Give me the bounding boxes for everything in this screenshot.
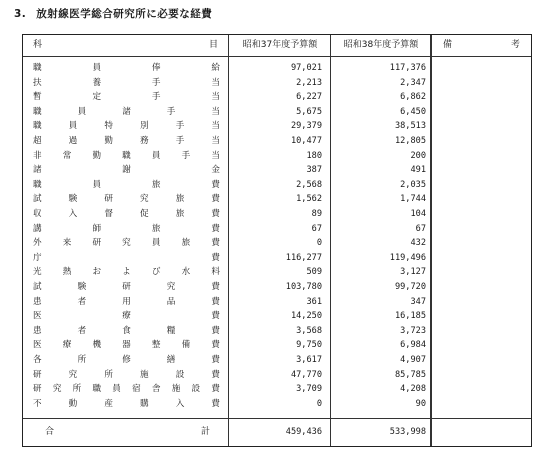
fy37-value: 0 [316, 398, 322, 409]
fy37-value: 3,709 [296, 384, 322, 395]
header-item-left: 科 [33, 40, 43, 50]
table-row [23, 179, 531, 192]
item-name: 職 員 俸 給 [33, 63, 220, 73]
header-fy38: 昭和38年度予算額 [343, 40, 419, 50]
header-divider [23, 56, 531, 57]
item-name: 外 来 研 究 員 旅 費 [33, 238, 220, 249]
fy38-value: 2,035 [400, 179, 426, 190]
item-name: 研 究 所 施 設 費 [33, 369, 220, 380]
table-row [23, 296, 531, 309]
item-name: 医 療 機 器 整 備 費 [33, 340, 220, 351]
fy38-value: 16,185 [394, 311, 426, 322]
item-name: 職 員 旅 費 [33, 179, 220, 190]
fy38-value: 12,805 [394, 136, 426, 146]
fy38-value: 3,127 [400, 267, 426, 278]
table-row [23, 135, 531, 148]
fy38-value: 4,208 [400, 384, 426, 395]
fy37-value: 14,250 [290, 311, 322, 322]
item-name: 超 過 勤 務 手 当 [33, 136, 220, 146]
fy37-value: 67 [311, 223, 322, 234]
table-row [23, 77, 531, 90]
table-row [23, 237, 531, 250]
fy38-value: 1,744 [400, 194, 426, 205]
fy38-value: 491 [410, 165, 426, 176]
fy37-value: 1,562 [296, 194, 322, 205]
item-name: 各 所 修 繕 費 [33, 355, 220, 365]
fy37-value: 29,379 [290, 121, 322, 132]
table-row [23, 223, 531, 236]
total-fy38: 533,998 [389, 427, 426, 437]
fy37-value: 361 [306, 296, 322, 307]
table-row [23, 398, 531, 411]
fy38-value: 99,720 [394, 282, 426, 292]
fy37-value: 6,227 [296, 92, 322, 103]
fy37-value: 0 [316, 238, 322, 249]
fy37-value: 89 [311, 209, 322, 219]
table-row [23, 252, 531, 265]
table-row [23, 91, 531, 104]
fy38-value: 6,450 [400, 106, 426, 117]
total-label-right: 計 [201, 427, 211, 437]
budget-table [22, 34, 532, 447]
table-row [23, 266, 531, 279]
fy38-value: 119,496 [389, 252, 426, 263]
page-title [14, 6, 212, 21]
fy38-value: 4,907 [400, 355, 426, 365]
table-row [23, 106, 531, 119]
fy37-value: 180 [306, 150, 322, 161]
table-row [23, 354, 531, 367]
fy38-value: 104 [410, 209, 426, 219]
table-row [23, 369, 531, 382]
table-row [23, 120, 531, 133]
item-name: 暫 定 手 当 [33, 92, 220, 103]
item-name: 諸 謝 金 [33, 165, 220, 176]
fy37-value: 3,568 [296, 325, 322, 336]
table-row [23, 150, 531, 163]
fy38-value: 6,984 [400, 340, 426, 351]
fy37-value: 2,568 [296, 179, 322, 190]
item-name: 研 究 所 職 員 宿 舎 施 設 費 [33, 384, 220, 395]
header-item-right: 目 [209, 40, 219, 50]
item-name: 職 員 特 別 手 当 [33, 121, 220, 132]
item-name: 医 療 費 [33, 311, 220, 322]
fy38-value: 67 [415, 223, 426, 234]
fy38-value: 117,376 [389, 63, 426, 73]
fy38-value: 347 [410, 296, 426, 307]
fy37-value: 97,021 [290, 63, 322, 73]
table-row [23, 310, 531, 323]
fy37-value: 509 [306, 267, 322, 278]
table-row [23, 339, 531, 352]
fy37-value: 2,213 [296, 77, 322, 88]
item-name: 収 入 督 促 旅 費 [33, 209, 220, 219]
fy37-value: 47,770 [290, 369, 322, 380]
fy37-value: 10,477 [290, 136, 322, 146]
fy37-value: 103,780 [285, 282, 322, 292]
fy38-value: 6,862 [400, 92, 426, 103]
item-name: 患 者 食 糧 費 [33, 325, 220, 336]
table-row [23, 62, 531, 75]
item-name: 患 者 用 品 費 [33, 296, 220, 307]
fy38-value: 38,513 [394, 121, 426, 132]
item-name: 試 験 研 究 費 [33, 282, 220, 292]
total-label-left: 合 [45, 427, 55, 437]
fy38-value: 3,723 [400, 325, 426, 336]
item-name: 講 師 旅 費 [33, 223, 220, 234]
item-name: 不 動 産 購 入 費 [33, 398, 220, 409]
section-title: 放射線医学総合研究所に必要な経費 [36, 8, 213, 20]
table-row [23, 325, 531, 338]
header-remarks-right: 考 [511, 40, 521, 50]
fy38-value: 2,347 [400, 77, 426, 88]
header-fy37: 昭和37年度予算額 [242, 40, 318, 50]
item-name: 光 熱 お よ び 水 料 [33, 267, 220, 278]
item-name: 職 員 諸 手 当 [33, 106, 220, 117]
fy37-value: 116,277 [285, 252, 322, 263]
item-name: 試 験 研 究 旅 費 [33, 194, 220, 205]
section-number: 3. [14, 8, 27, 20]
fy38-value: 432 [410, 238, 426, 249]
fy37-value: 387 [306, 165, 322, 176]
header-remarks-left: 備 [443, 40, 453, 50]
fy37-value: 9,750 [296, 340, 322, 351]
fy37-value: 3,617 [296, 355, 322, 365]
table-row [23, 281, 531, 294]
fy38-value: 200 [410, 150, 426, 161]
item-name: 庁 費 [33, 252, 220, 263]
fy37-value: 5,675 [296, 106, 322, 117]
table-row [23, 208, 531, 221]
item-name: 非 常 勤 職 員 手 当 [33, 150, 220, 161]
fy38-value: 90 [415, 398, 426, 409]
table-row [23, 164, 531, 177]
total-fy37: 459,436 [285, 427, 322, 437]
item-name: 扶 養 手 当 [33, 77, 220, 88]
table-row [23, 383, 531, 396]
table-row [23, 193, 531, 206]
fy38-value: 85,785 [394, 369, 426, 380]
total-row [23, 418, 531, 446]
